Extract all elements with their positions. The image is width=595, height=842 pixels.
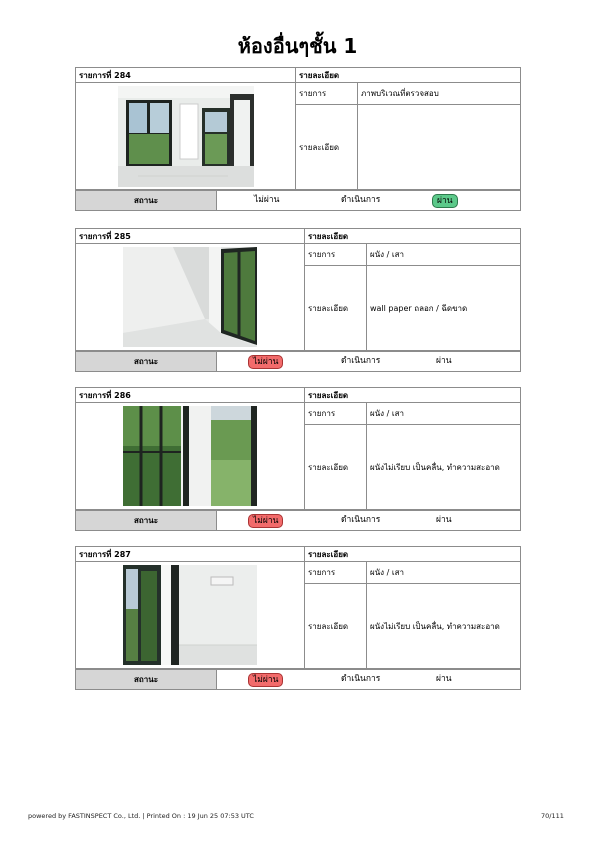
item-value: ผนัง / เสา: [367, 244, 521, 266]
status-option-in-progress[interactable]: ดำเนินการ: [341, 356, 381, 366]
status-option-in-progress[interactable]: ดำเนินการ: [341, 195, 381, 205]
inspection-photo[interactable]: [118, 86, 254, 187]
status-label: สถานะ: [76, 511, 217, 531]
status-option-pass[interactable]: ผ่าน: [436, 515, 452, 525]
status-option-pass[interactable]: ผ่าน: [432, 194, 458, 208]
status-option-pass[interactable]: ผ่าน: [436, 356, 452, 366]
detail-header: รายละเอียด: [305, 388, 521, 403]
status-options: [217, 511, 521, 531]
item-value: ผนัง / เสา: [367, 403, 521, 425]
inspection-photo[interactable]: [123, 406, 257, 506]
detail-value: [358, 105, 521, 190]
footer-credit: powered by FASTINSPECT Co., Ltd. | Printed On : 19 Jun 25 07:53 UTC: [28, 812, 254, 820]
detail-label: รายละเอียด: [305, 584, 367, 669]
item-label: รายการ: [296, 83, 358, 105]
status-options: [217, 670, 521, 690]
detail-label: รายละเอียด: [296, 105, 358, 190]
inspection-card-285: [75, 228, 520, 372]
inspection-card-287: [75, 546, 520, 690]
item-label: รายการ: [305, 244, 367, 266]
item-value: ภาพบริเวณที่ตรวจสอบ: [358, 83, 521, 105]
photo-cell: [76, 403, 305, 510]
page-title: ห้องอื่นๆชั้น 1: [237, 34, 358, 58]
detail-header: รายละเอียด: [305, 547, 521, 562]
inspection-card-286: [75, 387, 520, 531]
status-options: [217, 352, 521, 372]
status-options: [217, 191, 521, 211]
status-label: สถานะ: [76, 352, 217, 372]
status-label: สถานะ: [76, 670, 217, 690]
detail-label: รายละเอียด: [305, 425, 367, 510]
inspection-photo[interactable]: [123, 565, 257, 665]
photo-cell: [76, 562, 305, 669]
detail-value: ผนังไม่เรียบ เป็นคลื่น, ทำความสะอาด: [367, 584, 521, 669]
record-title: รายการที่ 285: [76, 229, 305, 244]
photo-cell: [76, 244, 305, 351]
record-title: รายการที่ 287: [76, 547, 305, 562]
item-label: รายการ: [305, 562, 367, 584]
detail-label: รายละเอียด: [305, 266, 367, 351]
status-option-fail[interactable]: ไม่ผ่าน: [248, 673, 283, 687]
inspection-photo[interactable]: [123, 247, 257, 347]
detail-value: ผนังไม่เรียบ เป็นคลื่น, ทำความสะอาด: [367, 425, 521, 510]
item-label: รายการ: [305, 403, 367, 425]
detail-header: รายละเอียด: [296, 68, 521, 83]
status-option-fail[interactable]: ไม่ผ่าน: [248, 514, 283, 528]
detail-header: รายละเอียด: [305, 229, 521, 244]
inspection-card-284: [75, 67, 520, 211]
photo-cell: [76, 83, 296, 190]
record-title: รายการที่ 286: [76, 388, 305, 403]
status-label: สถานะ: [76, 191, 217, 211]
status-option-fail[interactable]: ไม่ผ่าน: [248, 355, 283, 369]
detail-value: wall paper ถลอก / ฉีดขาด: [367, 266, 521, 351]
record-title: รายการที่ 284: [76, 68, 296, 83]
page-number: 70/111: [541, 812, 564, 820]
status-option-in-progress[interactable]: ดำเนินการ: [341, 674, 381, 684]
status-option-pass[interactable]: ผ่าน: [436, 674, 452, 684]
status-option-in-progress[interactable]: ดำเนินการ: [341, 515, 381, 525]
item-value: ผนัง / เสา: [367, 562, 521, 584]
status-option-fail[interactable]: ไม่ผ่าน: [254, 195, 280, 205]
